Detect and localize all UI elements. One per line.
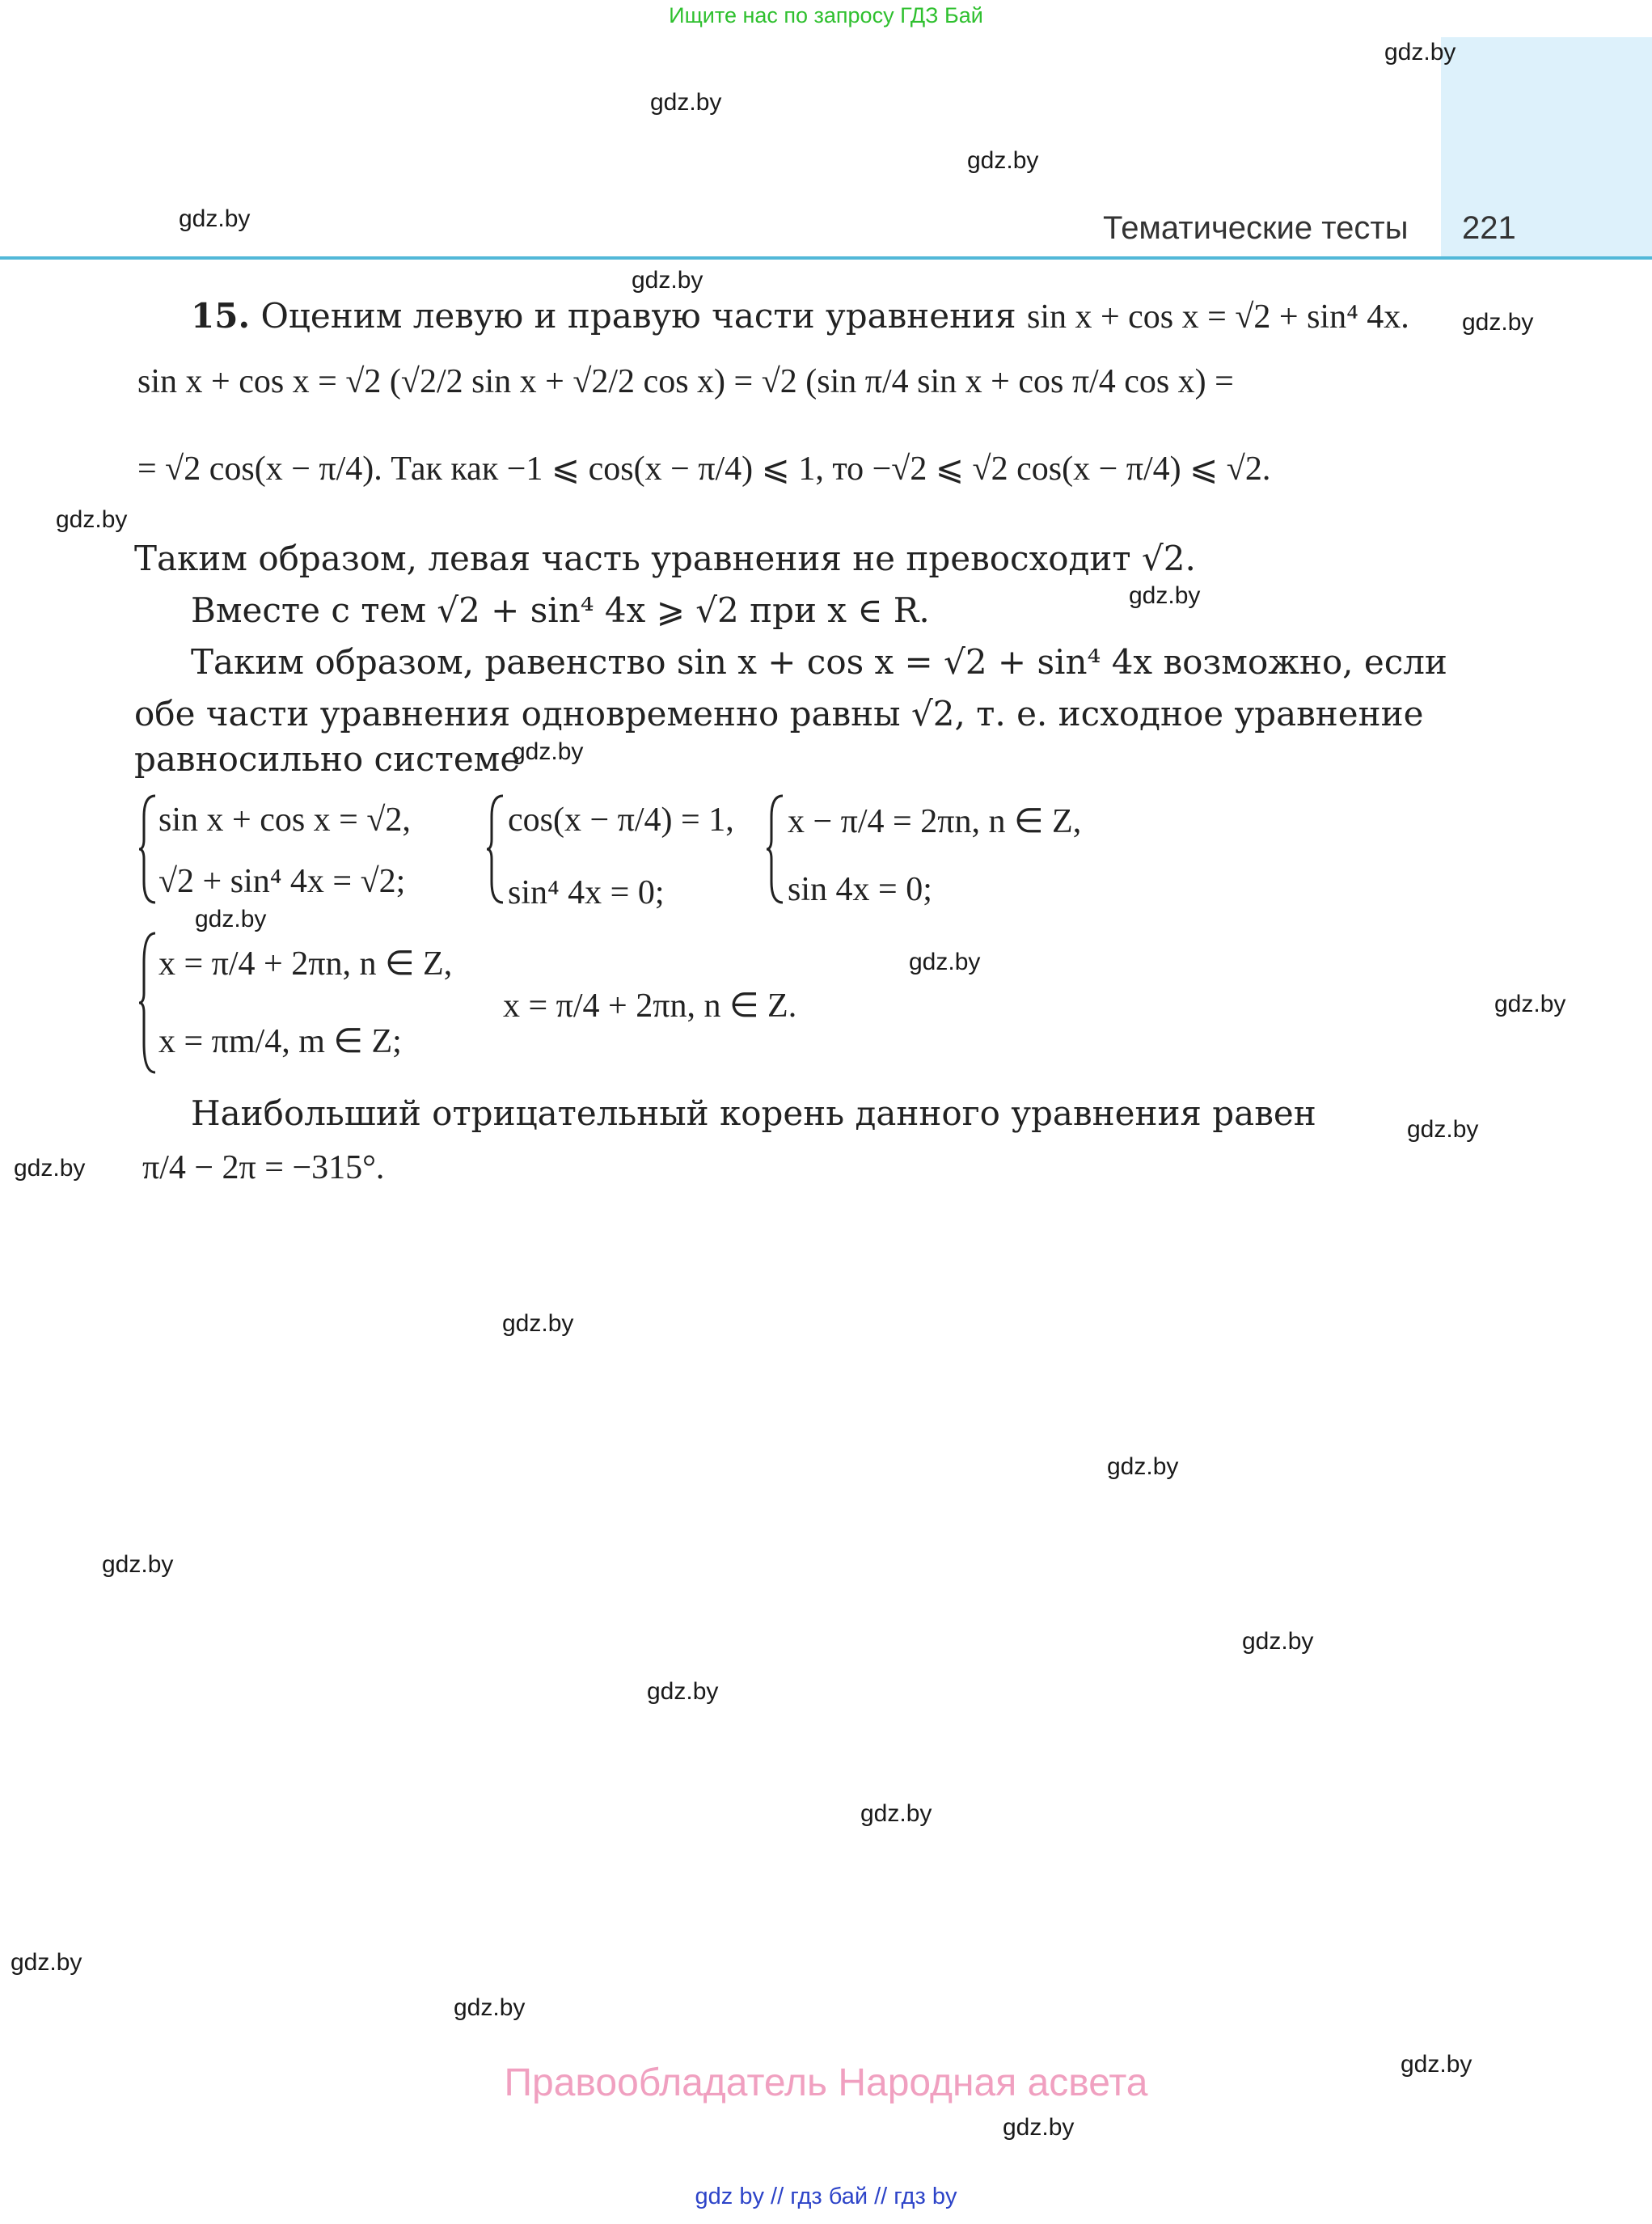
system-2-eq-1: cos(x − π/4) = 1, (508, 801, 734, 839)
problem-intro (191, 296, 1409, 336)
watermark: gdz.by (14, 1155, 86, 1182)
watermark: gdz.by (1242, 1628, 1314, 1655)
system-3-eq-2: sin 4x = 0; (788, 871, 932, 908)
equation-line-2: sin x + cos x = √2 (√2/2 sin x + √2/2 cos x) = √2 (sin π/4 sin x + cos π/4 cos x) = (137, 363, 1234, 400)
final-solution: x = π/4 + 2πn, n ∈ Z. (503, 987, 797, 1025)
system-brace (765, 793, 789, 906)
watermark: gdz.by (1107, 1453, 1179, 1480)
system-3-eq-1: x − π/4 = 2πn, n ∈ Z, (788, 803, 1082, 840)
intro-equation: sin x + cos x = √2 + sin⁴ 4x. (1026, 298, 1409, 336)
system-4-eq-1: x = π/4 + 2πn, n ∈ Z, (158, 945, 453, 983)
watermark: gdz.by (967, 147, 1039, 174)
watermark: gdz.by (1129, 582, 1201, 609)
header-rule (0, 256, 1652, 260)
watermark: gdz.by (179, 205, 251, 232)
watermark: gdz.by (56, 506, 128, 533)
watermark: gdz.by (195, 906, 267, 932)
paragraph-3-line-3: равносильно системе (134, 739, 521, 779)
equation-line-3: = √2 cos(x − π/4). Так как −1 ⩽ cos(x − π/4) ⩽ 1, то −√2 ⩽ √2 cos(x − π/4) ⩽ √2. (137, 450, 1271, 488)
watermark: gdz.by (632, 267, 703, 294)
top-banner[interactable]: Ищите нас по запросу ГДЗ Бай (669, 3, 983, 27)
watermark: gdz.by (1003, 2114, 1075, 2141)
watermark: gdz.by (11, 1949, 82, 1976)
watermark: gdz.by (860, 1800, 932, 1827)
conclusion-line-2: π/4 − 2π = −315°. (142, 1149, 385, 1186)
watermark: gdz.by (647, 1678, 719, 1705)
paragraph-2: Вместе с тем √2 + sin⁴ 4x ⩾ √2 при x ∈ R. (191, 590, 930, 630)
watermark: gdz.by (1384, 39, 1456, 66)
watermark: gdz.by (1494, 991, 1566, 1017)
conclusion-line-1: Наибольший отрицательный корень данного уравнения равен (191, 1093, 1316, 1133)
copyright-notice: Правообладатель Народная асвета (504, 2061, 1148, 2104)
page-number: 221 (1462, 210, 1516, 246)
watermark: gdz.by (512, 738, 584, 765)
watermark: gdz.by (1401, 2051, 1472, 2078)
intro-text: Оценим левую и правую части уравнения (260, 296, 1016, 336)
system-brace (485, 793, 509, 906)
system-2-eq-2: sin⁴ 4x = 0; (508, 874, 665, 911)
watermark: gdz.by (454, 1994, 526, 2021)
watermark: gdz.by (909, 949, 981, 975)
watermark: gdz.by (1462, 309, 1534, 336)
paragraph-3-line-1: Таким образом, равенство sin x + cos x = √2 + sin⁴ 4x возможно, если (191, 642, 1447, 682)
watermark: gdz.by (1407, 1116, 1479, 1143)
system-4-eq-2: x = πm/4, m ∈ Z; (158, 1023, 402, 1060)
bottom-links[interactable]: gdz by // гдз бай // гдз by (695, 2184, 957, 2209)
running-head: Тематические тесты (1103, 210, 1409, 246)
system-1-eq-2: √2 + sin⁴ 4x = √2; (158, 863, 406, 900)
paragraph-1: Таким образом, левая часть уравнения не превосходит √2. (134, 539, 1196, 578)
problem-number: 15. (191, 296, 251, 336)
paragraph-3-line-2: обе части уравнения одновременно равны √2, т. е. исходное уравнение (134, 694, 1424, 734)
watermark: gdz.by (102, 1551, 174, 1578)
watermark: gdz.by (502, 1310, 574, 1337)
system-1-eq-1: sin x + cos x = √2, (158, 801, 411, 839)
watermark: gdz.by (650, 89, 722, 116)
